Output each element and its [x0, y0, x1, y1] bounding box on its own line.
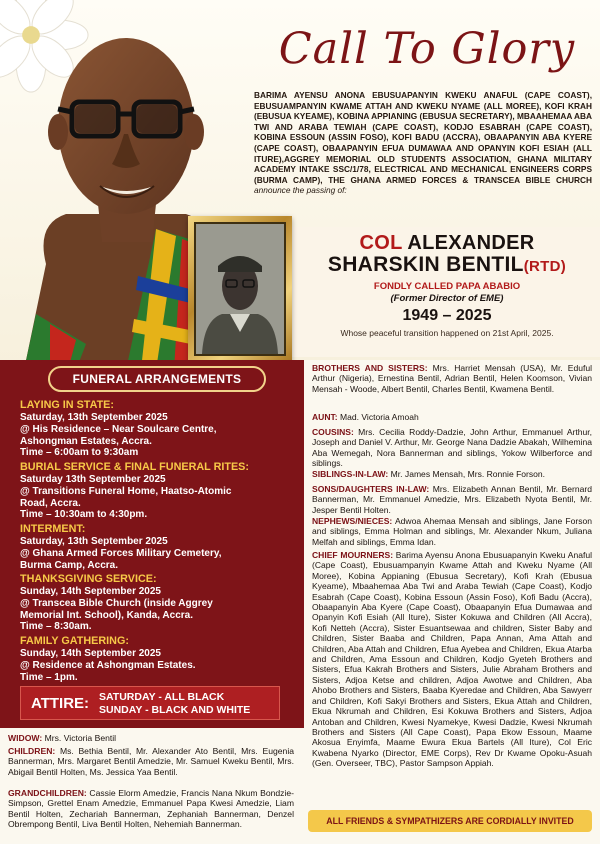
deceased-name-line2	[300, 253, 594, 277]
military-photo-frame	[188, 216, 292, 362]
detail-line: Time – 6:00am to 9:30am	[20, 447, 139, 459]
announcement-body: BARIMA AYENSU ANONA EBUSUAPANYIN KWEKU ANAFUL (CAPE COAST), EBUSUAMPANYIN KWAME ATTAH AND KWEKU NYAME (ALL MOREE), KOFI KRAH (EBUSUA KYEAME), KOBINA APPIANING (EBUSUA SECRETARY), MBAAHEMAA ABA TWI AND ARABA TEWIAH (CAPE COAST), KODJO ESABRAH (CAPE COAST), KOBINA ESSOUN (ASSIN FOSO), KOFI BADU (ACCRA), OBAAPANYIN ABA KYERE (CAPE COAST), OBAAPANYIN EFUA DUMAWAA AND OPANYIN KOFI ESIAH (ALL ITURE),AGGREY MEMORIAL OLD STUDENTS ASSOCIATION, GHANA MILITARY ACADEMY INTAKE SSC/1/78, ELECTRICAL AND MECHANICAL ENGINEERS CORPS (BURMA CAMP), THE GHANA ARMED FORCES & TRANSCEA BIBLE CHURCH	[254, 90, 592, 185]
siblings-in-law-label: SIBLINGS-IN-LAW:	[312, 469, 389, 479]
funeral-arrangements-heading: FUNERAL ARRANGEMENTS	[48, 366, 266, 392]
nephews-nieces-names: Adwoa Ahemaa Mensah and siblings, Jane Forson and siblings, Emma Holman and siblings, Mr. Alexander Nkum, Juliana Melfah and siblings, Emma Idan.	[312, 516, 593, 547]
detail-line: Sunday, 14th September 2025	[20, 648, 161, 659]
chief-mourners-entry	[312, 550, 592, 769]
attire-box	[20, 686, 280, 720]
former-title: (Former Director of EME)	[390, 293, 504, 304]
detail-line: @ His Residence – Near Soulcare Centre,	[20, 423, 217, 435]
attire-label: ATTIRE:	[31, 695, 90, 712]
detail-line: Time – 8:30am.	[20, 621, 92, 633]
detail-line: @ Ghana Armed Forces Military Cemetery,	[20, 547, 222, 559]
cousins-names: Mrs. Cecilia Roddy-Dadzie, John Arthur, Emmanuel Arthur, Joseph and Daniel V. Arthur, Mr. George Nana Dadzie Abakah, Wilhemina Aba Wemegah, Nora Bannerman and siblings, Yokow Wilberforce and siblings.	[312, 427, 592, 469]
interment-title: INTERMENT:	[20, 523, 86, 535]
laying-in-state-details	[20, 412, 300, 459]
family-gathering-details	[20, 648, 300, 683]
page-title: Call To Glory	[278, 24, 576, 74]
in-laws-names: Mrs. Elizabeth Annan Bentil, Mr. Bernard Bannerman, Mr. Emmanuel Amedzie, Mrs. Elizabeth Nyota Bentil, Mr. Jesper Bentil Holten.	[312, 484, 592, 515]
widow-entry	[8, 733, 294, 743]
grandchildren-names: Cassie Elorm Amedzie, Francis Nana Nkum Bondzie-Simpson, Grettel Enam Amedzie, Emmanuel Papa Kwesi Amedzie, Liam Bentil Holten, Zechariah Bannerman, Zephaniah Bannerman, Denzel Obrempong Bentil, Liva Bentil Holten, Nehemiah Bannerman.	[8, 788, 294, 829]
aunt-entry	[312, 412, 592, 422]
detail-line: Saturday, 13th September 2025	[20, 412, 168, 423]
military-portrait-photo	[196, 224, 284, 354]
children-entry	[8, 746, 294, 777]
deceased-name-line1	[300, 232, 594, 255]
invitation-banner: ALL FRIENDS & SYMPATHIZERS ARE CORDIALLY INVITED	[308, 810, 592, 832]
detail-line: Saturday 13th September 2025	[20, 474, 166, 485]
chief-mourners-label: CHIEF MOURNERS:	[312, 550, 394, 560]
cousins-label: COUSINS:	[312, 427, 354, 437]
detail-line: @ Transcea Bible Church (inside Aggrey	[20, 597, 213, 609]
detail-line: Memorial Int. School), Kanda, Accra.	[20, 609, 193, 621]
grandchildren-entry	[8, 788, 294, 829]
announcement-tail: announce the passing of:	[254, 185, 347, 196]
aunt-label: AUNT:	[312, 412, 338, 422]
life-years: 1949 – 2025	[402, 307, 492, 324]
siblings-in-law-entry	[312, 469, 592, 479]
announcement-text	[254, 90, 592, 196]
detail-line: Burma Camp, Accra.	[20, 559, 118, 571]
aunt-names: Mad. Victoria Amoah	[340, 412, 419, 422]
family-gathering-title: FAMILY GATHERING:	[20, 635, 129, 647]
thanksgiving-details	[20, 586, 300, 633]
widow-names: Mrs. Victoria Bentil	[44, 733, 117, 743]
interment-details	[20, 536, 300, 571]
children-label: CHILDREN:	[8, 746, 56, 756]
burial-service-details	[20, 474, 300, 521]
thanksgiving-title: THANKSGIVING SERVICE:	[20, 573, 157, 585]
siblings-names: Mrs. Harriet Mensah (USA), Mr. Eduful Arthur (Nigeria), Ernestina Bentil, Adrian Bentil, Helen Koomson, Vivian Mensah - Woode, Albert Bentil, Charles Bentil, Kwamena Bentil.	[312, 363, 592, 394]
nephews-nieces-entry	[312, 516, 592, 547]
children-names: Ms. Bethia Bentil, Mr. Alexander Ato Bentil, Mrs. Eugenia Bannerman, Mrs. Margaret Bentil Amedzie, Mr. Samuel Kweku Bentil, Mrs. Abigail Bentil Holten, Ms. Jessica Yaa Bentil.	[8, 746, 295, 777]
deceased-suffix: (RTD)	[523, 258, 567, 275]
grandchildren-label: GRANDCHILDREN:	[8, 788, 87, 798]
nephews-nieces-label: NEPHEWS/NIECES:	[312, 516, 393, 526]
attire-line: SUNDAY - BLACK AND WHITE	[99, 704, 251, 716]
detail-line: Time – 1pm.	[20, 671, 78, 683]
detail-line: Road, Accra.	[20, 497, 81, 509]
fondly-called: FONDLY CALLED PAPA ABABIO	[373, 281, 521, 292]
cousins-entry	[312, 427, 592, 469]
deceased-surname: SHARSKIN BENTIL	[327, 253, 524, 276]
burial-service-title: BURIAL SERVICE & FINAL FUNERAL RITES:	[20, 461, 249, 473]
transition-date: Whose peaceful transition happened on 21st April, 2025.	[340, 328, 554, 338]
widow-label: WIDOW:	[8, 733, 43, 743]
deceased-first-name: ALEXANDER	[407, 232, 535, 254]
laying-in-state-title: LAYING IN STATE:	[20, 399, 114, 411]
siblings-entry	[312, 363, 592, 394]
detail-line: Time – 10:30am to 4:30pm.	[20, 509, 148, 521]
detail-line: Sunday, 14th September 2025	[20, 586, 161, 597]
siblings-label: BROTHERS AND SISTERS:	[312, 363, 428, 373]
detail-line: @ Residence at Ashongman Estates.	[20, 659, 196, 671]
deceased-name-block	[300, 232, 594, 338]
chief-mourners-names: Barima Ayensu Anona Ebusuapanyin Kweku Anaful (Cape Coast), Ebusuampanyin Kwame Attah and Kweku Nyame (All Moree), Kobina Appianing (Ebusua Secretary), Kofi Krah (Ebusua Kyeame), Mbaahemaa Aba Twi and Araba Tewiah (Cape Coast), Kodjo Esabrah (Cape Coast), Kobina Essoun (Assin Foso), Kofi Badu (Accra), Obaapanyin Aba Kyere (Cape Coast), Obaapanyin Efua Dumawaa and Opanyin Kofi Esiah (All Iture), Sister Kokuwa and Children (All Accra), Kofi Netteh (Accra), Sister Esuantsewaa and children, Sister Baby and Children, Sister Baaba and Children, Papa Annan, Ama Attah and Children, Aba Attah and Children, Efua Ayebea and Children, Ekua Atarba and Children, Ama Essoun and Children, Kodjo Gyeteh Brothers and Sisters, Efua Kakrah Brothers and Sisters, Julie Abraham Brothers and Sisters, Adjoa Ketse and children, Adjoa Awotwe and Children, Aba Ahobo Brothers and Sisters, Baaba Kyeredae and Children, Aba Sawyerr and Children, Kofi Sakyi Brothers and Sisters, Ekua Attah and Children, Ekua Nkrumah and Children, Esi Kokuwa Brothers and Sisters, Adjoa Antoban and Children, Kwesi Nyamekye, Kwesi Dadzie, Kwesi Nkrumah Brothers and Sisters (All Cape Coast), Papa Ekow Essoun, Maame Akosua Enyimfa, Maame Ewura Ekua Bartels (All Iture), Col Eric Kwabena Nyarko (Director, EME Corps), Rev Dr Kwame Opoku-Asuah (Gen. Overseer, TBC), Pastor Sampson Appiah.	[312, 550, 592, 769]
detail-line: Saturday, 13th September 2025	[20, 536, 168, 547]
detail-line: @ Transitions Funeral Home, Haatso-Atomic	[20, 485, 232, 497]
deceased-rank: COL	[359, 232, 403, 254]
in-laws-entry	[312, 484, 592, 515]
detail-line: Ashongman Estates, Accra.	[20, 435, 152, 447]
attire-details	[99, 691, 250, 717]
siblings-in-law-names: Mr. James Mensah, Mrs. Ronnie Forson.	[390, 469, 546, 479]
attire-line: SATURDAY - ALL BLACK	[99, 691, 225, 703]
in-laws-label: SONS/DAUGHTERS IN-LAW:	[312, 484, 430, 494]
